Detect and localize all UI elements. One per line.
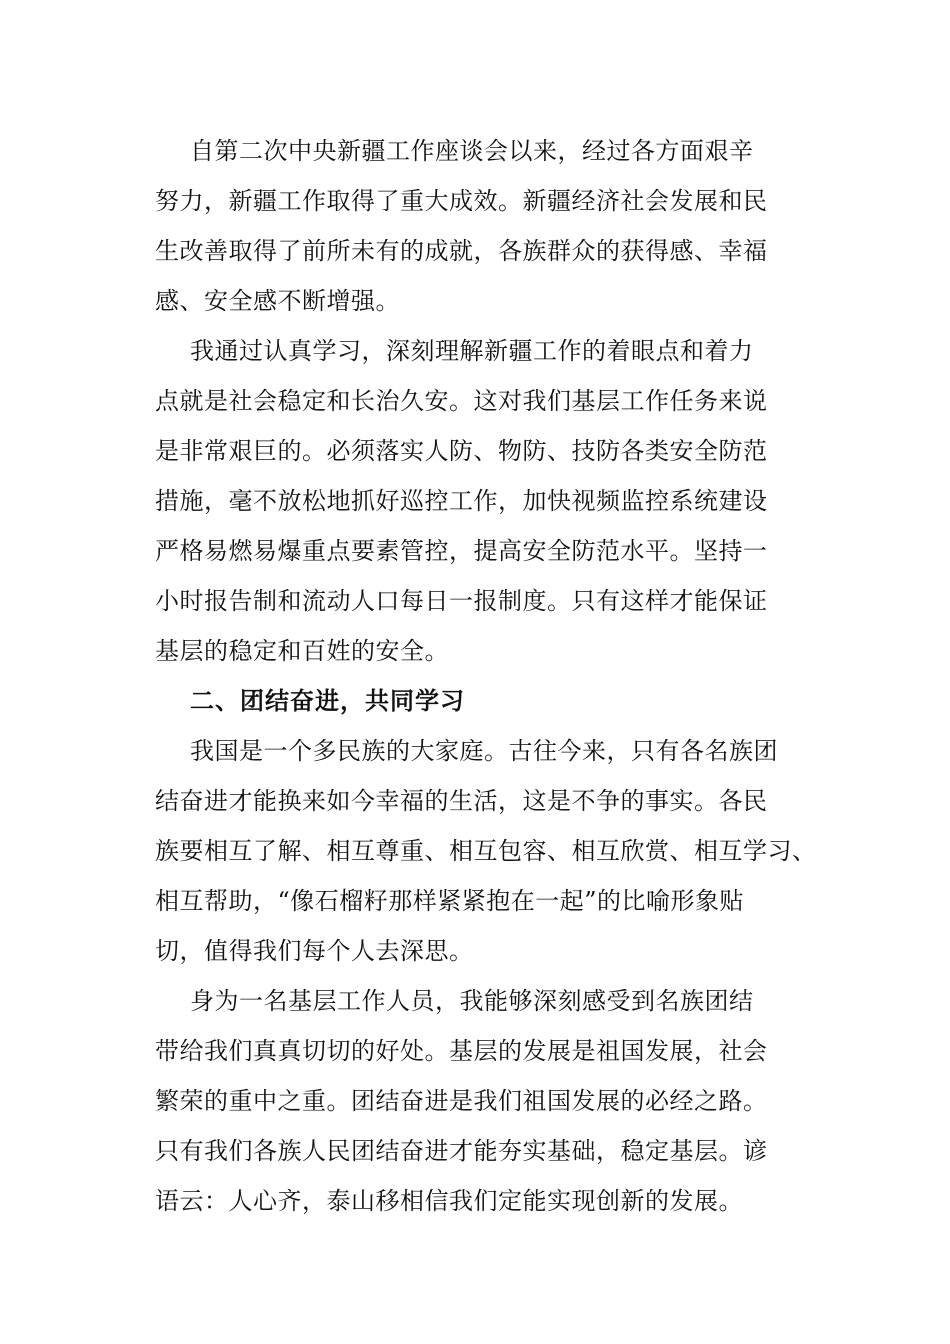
paragraph-line: 基层的稳定和百姓的安全。 — [155, 637, 449, 665]
paragraph-line: 感、安全感不断增强。 — [155, 287, 400, 315]
paragraph-line: 努力，新疆工作取得了重大成效。新疆经济社会发展和民 — [155, 187, 768, 215]
paragraph-line: 是非常艰巨的。必须落实人防、物防、技防各类安全防范 — [155, 437, 768, 465]
paragraph-line: 切，值得我们每个人去深思。 — [155, 937, 474, 965]
paragraph-line: 措施，毫不放松地抓好巡控工作，加快视频监控系统建设 — [155, 487, 768, 515]
paragraph-line: 自第二次中央新疆工作座谈会以来，经过各方面艰辛 — [190, 137, 754, 165]
paragraph-line: 语云：人心齐，泰山移相信我们定能实现创新的发展。 — [155, 1187, 743, 1215]
section-heading: 二、团结奋进，共同学习 — [190, 687, 465, 715]
paragraph-line: 严格易燃易爆重点要素管控，提高安全防范水平。坚持一 — [155, 537, 768, 565]
paragraph-line: 相互帮助，“像石榴籽那样紧紧抱在一起”的比喻形象贴 — [155, 887, 745, 915]
paragraph-line: 点就是社会稳定和长治久安。这对我们基层工作任务来说 — [155, 387, 768, 415]
paragraph-line: 生改善取得了前所未有的成就，各族群众的获得感、幸福 — [155, 237, 768, 265]
paragraph-line: 我通过认真学习，深刻理解新疆工作的着眼点和着力 — [190, 337, 754, 365]
paragraph-line: 小时报告制和流动人口每日一报制度。只有这样才能保证 — [155, 587, 768, 615]
paragraph-line: 结奋进才能换来如今幸福的生活，这是不争的事实。各民 — [155, 787, 768, 815]
paragraph-line: 繁荣的重中之重。团结奋进是我们祖国发展的必经之路。 — [155, 1087, 768, 1115]
paragraph-line: 我国是一个多民族的大家庭。古往今来，只有各名族团 — [190, 737, 778, 765]
paragraph-line: 带给我们真真切切的好处。基层的发展是祖国发展，社会 — [155, 1037, 768, 1065]
paragraph-line: 只有我们各族人民团结奋进才能夯实基础，稳定基层。谚 — [155, 1137, 768, 1165]
paragraph-line: 族要相互了解、相互尊重、相互包容、相互欣赏、相互学习、 — [155, 837, 817, 865]
paragraph-line: 身为一名基层工作人员，我能够深刻感受到名族团结 — [190, 987, 754, 1015]
